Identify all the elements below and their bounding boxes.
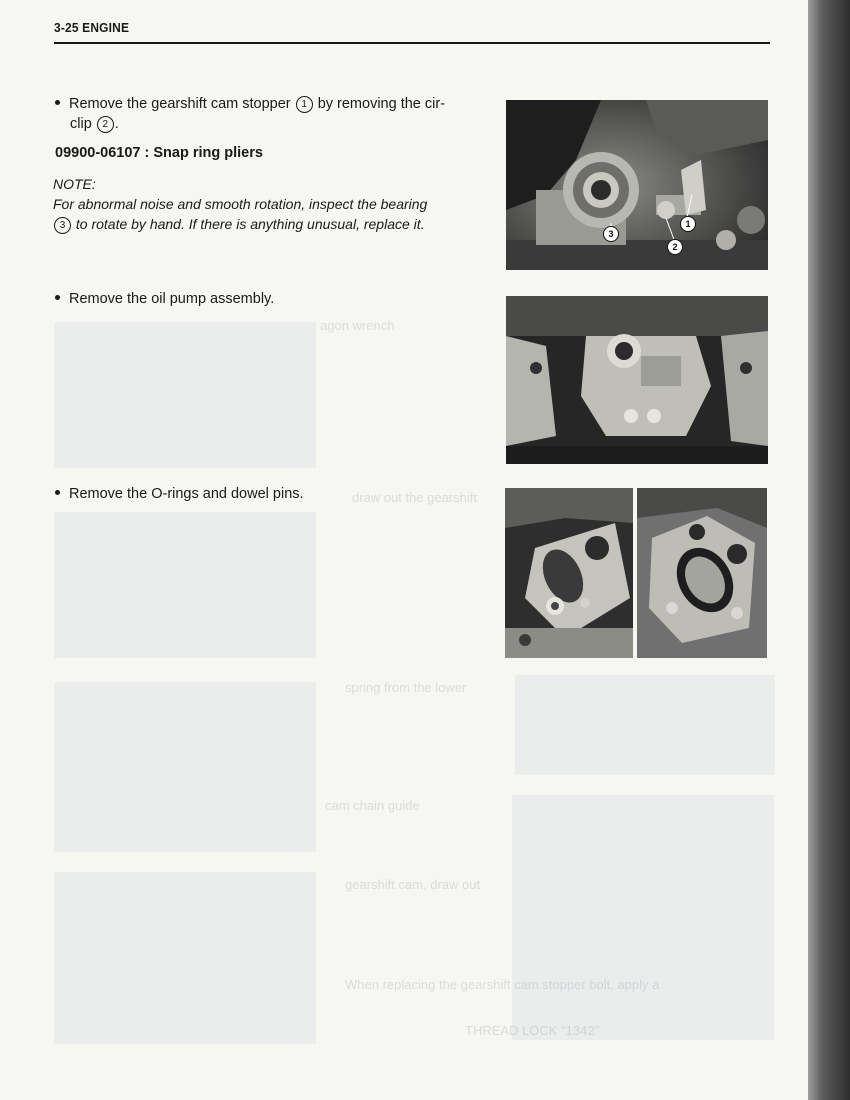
photo-cam-stopper-image <box>506 100 768 270</box>
step-text: clip <box>70 116 96 132</box>
note-text: to rotate by hand. If there is anything unusual, replace it. <box>72 215 425 232</box>
page-header <box>54 18 770 44</box>
photo-callout-1: 1 <box>680 216 696 232</box>
photo-o-rings <box>637 488 767 658</box>
page-edge-shadow <box>808 0 850 1100</box>
bleed-through-line: draw out the gearshift <box>352 490 478 505</box>
photo-cam-stopper <box>506 100 768 270</box>
photo-oil-pump <box>506 296 768 464</box>
step-text: Remove the oil pump assembly. <box>69 291 275 307</box>
note-text: For abnormal noise and smooth rotation, inspect the bearing <box>53 196 428 212</box>
special-tool-line: 09900-06107 : Snap ring pliers <box>55 145 263 161</box>
note-label: NOTE: <box>53 176 96 192</box>
bleed-through-block <box>515 675 775 775</box>
note-body <box>53 195 483 234</box>
step-text: Remove the gearshift cam stopper <box>69 96 295 112</box>
bullet-icon <box>55 100 60 105</box>
bleed-through-line: THREAD LOCK "1342" <box>465 1023 600 1038</box>
bleed-through-line: spring from the lower <box>345 680 467 695</box>
bleed-through-line: cam chain guide <box>325 798 420 813</box>
bleed-through-line: agon wrench <box>320 318 395 333</box>
photo-dowel-pins-image <box>505 488 633 658</box>
bullet-icon <box>55 490 60 495</box>
bleed-through-block <box>54 682 316 852</box>
photo-o-rings-image <box>637 488 767 658</box>
reference-number: 2 <box>97 116 114 133</box>
step-text: by removing the cir- <box>313 96 446 112</box>
step-remove-orings <box>55 484 304 504</box>
bleed-through-line: gearshift cam, draw out <box>345 877 481 892</box>
bleed-through-line: When replacing the gearshift cam stopper bolt, apply a <box>345 977 660 992</box>
step-text: Remove the O-rings and dowel pins. <box>69 486 304 502</box>
bullet-icon <box>55 295 60 300</box>
bleed-through-block <box>54 322 316 468</box>
photo-callout-3: 3 <box>603 226 619 242</box>
reference-number: 3 <box>54 217 71 234</box>
photo-callout-2: 2 <box>667 239 683 255</box>
bleed-through-block <box>54 512 316 658</box>
bleed-through-block <box>54 872 316 1044</box>
reference-number: 1 <box>296 96 313 113</box>
page-header-title: 3-25 ENGINE <box>54 20 130 35</box>
step-text: . <box>114 116 119 132</box>
step-remove-cam-stopper <box>55 94 445 114</box>
bleed-through-block <box>512 795 774 1040</box>
photo-oil-pump-image <box>506 296 768 464</box>
step-remove-oil-pump <box>55 289 274 309</box>
step-remove-cam-stopper-cont <box>70 114 119 134</box>
photo-dowel-pins <box>505 488 633 658</box>
